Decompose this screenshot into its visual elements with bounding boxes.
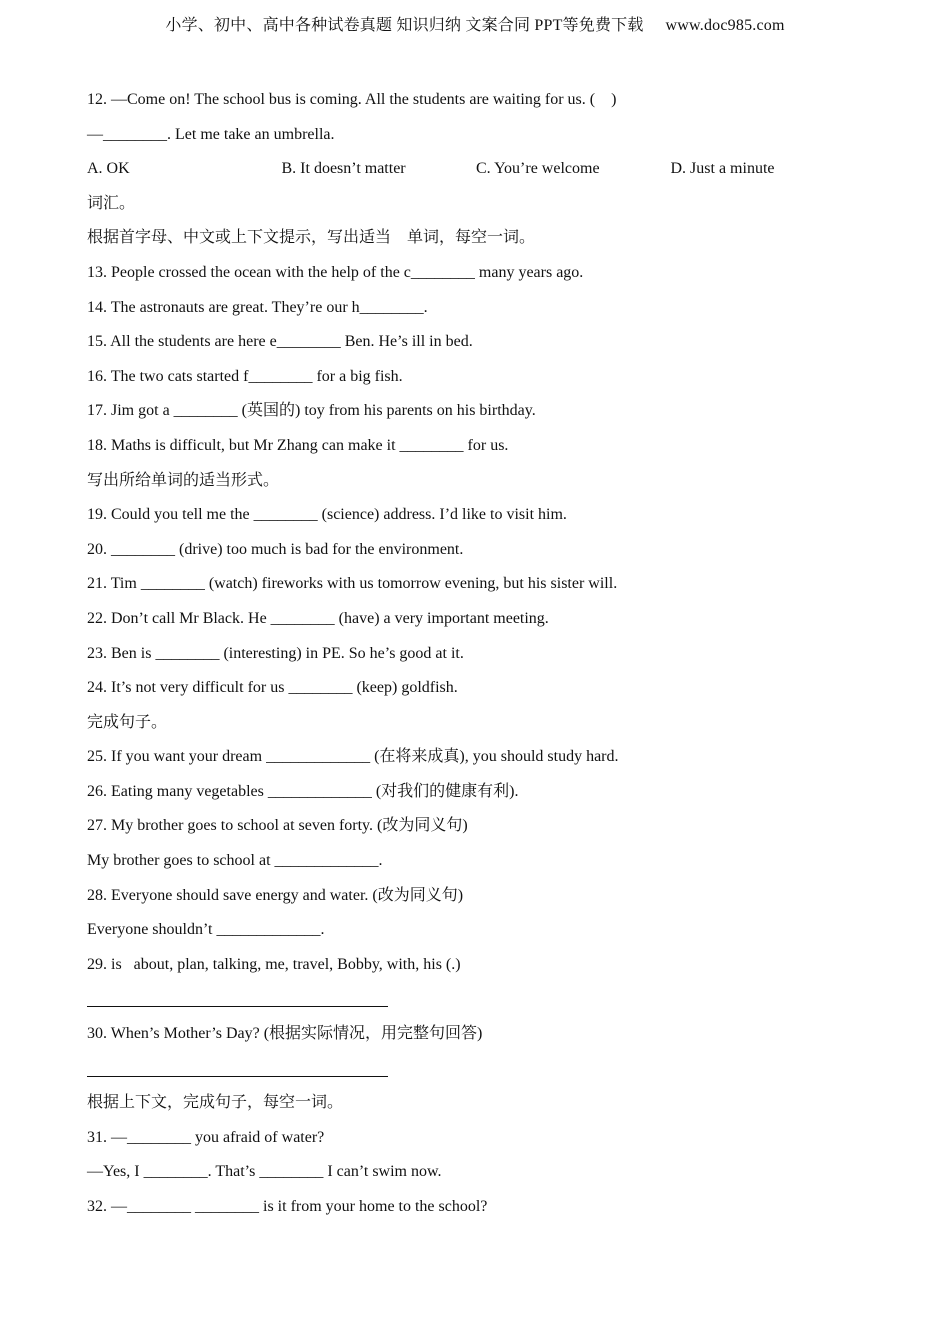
header-site-link[interactable]: www.doc985.com	[665, 17, 785, 34]
question-29-answer-line	[87, 987, 887, 1022]
question-31-reply: —Yes, I ________. That’s ________ I can’t swim now.	[87, 1163, 442, 1181]
section-vocab-title: 词汇。	[87, 194, 136, 212]
question-20: 20. ________ (drive) too much is bad for the environment.	[87, 540, 464, 558]
section-context-instruction: 根据上下文，完成句子，每空一词。	[87, 1094, 344, 1112]
question-21: 21. Tim ________ (watch) fireworks with us tomorrow evening, but his sister will.	[87, 575, 618, 593]
question-17: 17. Jim got a ________ (英国的) toy from his parents on his birthday.	[87, 402, 536, 420]
question-28: 28. Everyone should save energy and water. (改为同义句)	[87, 886, 464, 904]
section-complete-instruction: 完成句子。	[87, 713, 168, 731]
question-30: 30. When’s Mother’s Day? (根据实际情况，用完整句回答)	[87, 1025, 483, 1043]
question-29: 29. is about, plan, talking, me, travel, Bobby, with, his (.)	[87, 955, 461, 973]
question-31: 31. —________ you afraid of water?	[87, 1128, 325, 1146]
question-25: 25. If you want your dream _____________ (在将来成真), you should study hard.	[87, 748, 619, 766]
question-30-answer-line	[87, 1057, 887, 1092]
header-text: 小学、初中、高中各种试卷真题 知识归纳 文案合同 PPT等免费下载	[165, 17, 644, 34]
question-24: 24. It’s not very difficult for us ________ (keep) goldfish.	[87, 679, 458, 697]
option-c: C. You’re welcome	[476, 160, 600, 178]
section-forms-instruction: 写出所给单词的适当形式。	[87, 471, 280, 489]
question-23: 23. Ben is ________ (interesting) in PE. So he’s good at it.	[87, 644, 464, 662]
option-b: B. It doesn’t matter	[281, 160, 406, 178]
question-16: 16. The two cats started f________ for a big fish.	[87, 367, 403, 385]
question-28-answer: Everyone shouldn’t _____________.	[87, 921, 325, 939]
option-a: A. OK	[87, 160, 130, 178]
page-header	[0, 12, 950, 35]
question-19: 19. Could you tell me the ________ (science) address. I’d like to visit him.	[87, 506, 567, 524]
question-14: 14. The astronauts are great. They’re our h________.	[87, 298, 428, 316]
question-12-reply: —________. Let me take an umbrella.	[87, 125, 335, 143]
document-body	[87, 88, 887, 1230]
question-27: 27. My brother goes to school at seven forty. (改为同义句)	[87, 817, 468, 835]
question-15: 15. All the students are here e________ Ben. He’s ill in bed.	[87, 333, 473, 351]
question-27-answer: My brother goes to school at _____________.	[87, 852, 383, 870]
question-26: 26. Eating many vegetables _____________ (对我们的健康有利).	[87, 782, 519, 800]
question-12-stem: 12. —Come on! The school bus is coming. All the students are waiting for us. ( )	[87, 91, 617, 108]
question-22: 22. Don’t call Mr Black. He ________ (have) a very important meeting.	[87, 609, 549, 627]
option-d: D. Just a minute	[670, 160, 775, 178]
question-13: 13. People crossed the ocean with the help of the c________ many years ago.	[87, 263, 584, 281]
answer-rule	[87, 1006, 388, 1007]
question-32: 32. —________ ________ is it from your home to the school?	[87, 1198, 488, 1215]
question-12-options	[87, 157, 887, 192]
section-vocab-instruction: 根据首字母、中文或上下文提示，写出适当 单词，每空一词。	[87, 229, 536, 247]
question-18: 18. Maths is difficult, but Mr Zhang can make it ________ for us.	[87, 436, 509, 454]
answer-rule	[87, 1076, 388, 1077]
